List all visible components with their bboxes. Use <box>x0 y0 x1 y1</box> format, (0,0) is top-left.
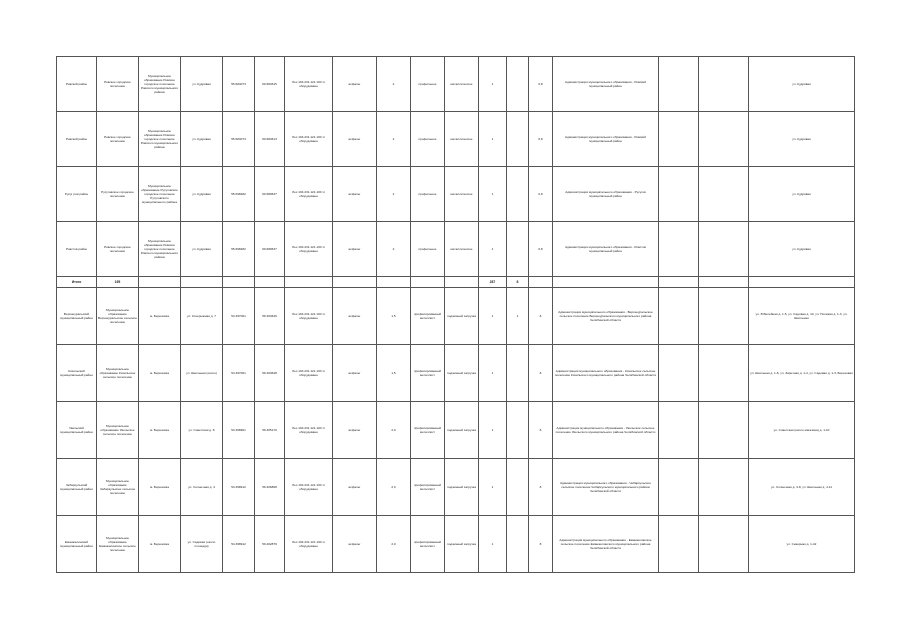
table-cell: ул. Советская (около магазина) д. 1-10 <box>749 402 855 459</box>
table-row <box>57 222 855 277</box>
table-cell: Лес.194.231.121.100 ч/оборудованн <box>285 288 333 345</box>
table-cell: 60.689637 <box>255 222 285 277</box>
table-cell: Лес.194.231.121.100 ч/оборудованн <box>285 459 333 516</box>
table-cell: Муниципальное образование Увельское сельское поселение <box>97 402 139 459</box>
table-cell: 60.684615 <box>255 57 285 112</box>
table-cell: Муниципальное образование Ровское городское поселение Ровского муниципального района <box>139 57 181 112</box>
table-cell: 2 <box>377 167 411 222</box>
table-cell <box>223 277 255 288</box>
table-cell <box>255 277 285 288</box>
table-cell: Муниципальное образование Чебаркульское сельское поселение <box>97 459 139 516</box>
table-cell: м. Березовка <box>139 516 181 573</box>
table-cell: 0,8 <box>529 167 553 222</box>
table-cell: 54.398912 <box>223 459 255 516</box>
table-cell: ул. Кудрявая <box>181 57 223 112</box>
table-cell: Кизильский муниципальный район <box>57 345 97 402</box>
table-cell <box>507 459 529 516</box>
table-cell: Администрация муниципального образования - Ровский муниципальный район <box>553 57 659 112</box>
table-cell: Администрация муниципального образования - Увельское сельское поселение Увельского муниципального района Челябинской области <box>553 402 659 459</box>
table-cell <box>699 222 749 277</box>
table-cell: Администрация муниципального образования - Ровстов муниципальный район <box>553 222 659 277</box>
table-cell: ул. Советская д. 8 <box>181 402 223 459</box>
table-cell: 1 <box>479 167 507 222</box>
table-cell <box>553 277 659 288</box>
table-cell: Ровский район <box>57 57 97 112</box>
table-cell <box>659 345 699 402</box>
table-cell <box>699 402 749 459</box>
table-cell: 287 <box>479 277 507 288</box>
table-cell: 1 <box>507 288 529 345</box>
table-cell: Еманжелинский муниципальный район <box>57 516 97 573</box>
table-cell: м. Березовка <box>139 459 181 516</box>
table-cell: ул. Кудрявая <box>749 57 855 112</box>
table-cell: профилированный металлист <box>411 345 445 402</box>
table-cell: Муниципальное образование Русуговское городское поселение Русуговского муниципального района <box>139 167 181 222</box>
table-cell: асфальт <box>333 516 377 573</box>
table-cell <box>507 516 529 573</box>
table-cell <box>659 167 699 222</box>
table-cell: асфальт <box>333 345 377 402</box>
table-row <box>57 57 855 112</box>
table-cell: 60.689637 <box>255 167 285 222</box>
table-cell: 2,0 <box>377 459 411 516</box>
table-cell: асфальт <box>333 288 377 345</box>
table-cell: ул. Солнечная д. 4 <box>181 459 223 516</box>
table-cell: 59.403648 <box>255 345 285 402</box>
table-cell: ул. Кудрявая <box>749 167 855 222</box>
table-cell: 59.406868 <box>255 459 285 516</box>
table-cell: ул. Кудрявая <box>749 112 855 167</box>
table-cell: Лес.194.231.121.100 ч/оборудованн <box>285 402 333 459</box>
table-cell <box>659 57 699 112</box>
table-cell <box>749 277 855 288</box>
document-sheet <box>56 56 854 573</box>
table-cell: Муниципальное образование Ровское городское поселение Ровского муниципального района <box>139 222 181 277</box>
table-cell: Чебаркульский муниципальный район <box>57 459 97 516</box>
table-cell: Администрация муниципального образования - Ровский муниципальный район <box>553 112 659 167</box>
table-cell <box>139 277 181 288</box>
registry-table <box>56 56 855 573</box>
table-cell: 59.402879 <box>255 516 285 573</box>
table-cell: м. Березовка <box>139 402 181 459</box>
table-cell <box>659 459 699 516</box>
table-cell: 59.403649 <box>255 288 285 345</box>
table-cell: 195 <box>97 277 139 288</box>
table-cell: Лес.194.231.121.100 ч/оборудованн <box>285 112 333 167</box>
table-cell: 8 <box>529 459 553 516</box>
table-cell: Ровское городское поселение <box>97 57 139 112</box>
table-cell: 0,8 <box>529 112 553 167</box>
table-row <box>57 345 855 402</box>
table-cell: ул. Кудрявая <box>181 222 223 277</box>
table-cell: подземный загрузка <box>445 345 479 402</box>
table-cell <box>285 277 333 288</box>
table-cell: профильное <box>411 222 445 277</box>
table-row <box>57 167 855 222</box>
table-cell: 1 <box>479 402 507 459</box>
table-cell: подземный загрузка <box>445 516 479 573</box>
table-cell <box>445 277 479 288</box>
table-cell: Русуг ров район <box>57 167 97 222</box>
table-cell: Администрация муниципального образования - Верхнеуральское сельское поселение Верхнеуральского муниципального района Челябинской области <box>553 288 659 345</box>
table-cell: 2,0 <box>377 516 411 573</box>
table-cell: профилированный металлист <box>411 516 445 573</box>
table-cell <box>699 459 749 516</box>
table-cell: подземный загрузка <box>445 459 479 516</box>
table-cell: ул. Садовая (около площади) <box>181 516 223 573</box>
table-cell <box>659 112 699 167</box>
table-cell: Муниципальное образование Ровское городское поселение Ровского муниципального района <box>139 112 181 167</box>
table-cell <box>507 57 529 112</box>
table-cell <box>659 222 699 277</box>
table-cell: профилированный металлист <box>411 402 445 459</box>
table-cell <box>699 288 749 345</box>
table-cell: 8 <box>507 277 529 288</box>
table-cell <box>699 516 749 573</box>
table-cell: ул. Кудрявая <box>181 112 223 167</box>
table-cell: м. Березовка <box>139 288 181 345</box>
table-cell: 8 <box>529 516 553 573</box>
table-cell <box>507 167 529 222</box>
table-cell: асфальт <box>333 112 377 167</box>
table-cell: металлическое <box>445 167 479 222</box>
table-cell: 1,5 <box>377 288 411 345</box>
table-cell: 60.684613 <box>255 112 285 167</box>
total-row <box>57 277 855 288</box>
table-cell: профилированный металлист <box>411 459 445 516</box>
table-cell: ул. Школьная (около) <box>181 345 223 402</box>
table-cell <box>181 277 223 288</box>
table-cell: 54.397001 <box>223 345 255 402</box>
table-cell: подземный загрузка <box>445 288 479 345</box>
table-cell <box>659 516 699 573</box>
table-cell: асфальт <box>333 459 377 516</box>
table-cell: профильное <box>411 167 445 222</box>
table-cell <box>507 402 529 459</box>
table-cell: 2 <box>377 57 411 112</box>
table-cell: Администрация муниципального образования - Еманжелинское сельское поселение Еманжелинского муниципального района Челябинской области <box>553 516 659 573</box>
table-cell: Лес.194.231.121.100 ч/оборудованн <box>285 167 333 222</box>
table-cell: 54.398901 <box>223 402 255 459</box>
table-cell: Ровстов район <box>57 222 97 277</box>
table-cell: 1 <box>479 345 507 402</box>
table-cell <box>333 277 377 288</box>
table-cell: металлическое <box>445 112 479 167</box>
table-cell <box>699 112 749 167</box>
table-cell: 54.397001 <box>223 288 255 345</box>
table-cell: Муниципальное образование Еманжелинское сельское поселение <box>97 516 139 573</box>
table-cell: 8 <box>529 345 553 402</box>
table-cell: Русуговское городское поселение <box>97 167 139 222</box>
table-cell: 55.698282 <box>223 167 255 222</box>
table-cell: профилированный металлист <box>411 288 445 345</box>
table-cell: 1 <box>479 57 507 112</box>
table-cell: асфальт <box>333 222 377 277</box>
table-cell: Ровское городское поселение <box>97 222 139 277</box>
table-cell: Администрация муниципального образования - Кизильское сельское поселение Кизильского муниципального района Челябинской области <box>553 345 659 402</box>
table-cell: 1 <box>479 112 507 167</box>
table-cell: профильное <box>411 57 445 112</box>
table-cell: асфальт <box>333 167 377 222</box>
table-cell: профильное <box>411 112 445 167</box>
table-cell <box>699 57 749 112</box>
table-cell: 1 <box>479 222 507 277</box>
table-cell <box>699 167 749 222</box>
table-cell: 1 <box>479 459 507 516</box>
table-cell: Итого <box>57 277 97 288</box>
table-cell <box>659 277 699 288</box>
table-row <box>57 288 855 345</box>
table-cell: подземный загрузка <box>445 402 479 459</box>
table-cell: 2 <box>377 112 411 167</box>
table-cell: ул. Северная д. 1-42 <box>749 516 855 573</box>
table-cell: Увельский муниципальный район <box>57 402 97 459</box>
table-cell: 1 <box>479 288 507 345</box>
table-cell <box>411 277 445 288</box>
table-cell: Ровское городское поселение <box>97 112 139 167</box>
table-cell <box>507 222 529 277</box>
table-cell: металлическое <box>445 57 479 112</box>
table-cell: 8 <box>529 402 553 459</box>
table-cell: Лес.194.231.121.100 ч/оборудованн <box>285 345 333 402</box>
table-row <box>57 402 855 459</box>
table-cell <box>507 112 529 167</box>
table-cell <box>377 277 411 288</box>
table-cell: 54.398912 <box>223 516 255 573</box>
table-cell: Лес.194.231.121.100 ч/оборудованн <box>285 57 333 112</box>
table-cell: 1,5 <box>377 345 411 402</box>
table-cell: Муниципальное образование Верхнеуральское сельское поселение <box>97 288 139 345</box>
table-body <box>57 57 855 573</box>
table-cell: ул. Школьная д. 1-8, ул. Заречная д. 1-4, ул. Садовая д. 1-3, Березовая <box>749 345 855 402</box>
table-cell: Ровский район <box>57 112 97 167</box>
table-cell: Муниципальное образование Кизильское сельское поселение <box>97 345 139 402</box>
table-row <box>57 516 855 573</box>
table-cell <box>659 288 699 345</box>
table-cell: 2,0 <box>377 402 411 459</box>
table-cell: металлическое <box>445 222 479 277</box>
table-cell: 0,8 <box>529 57 553 112</box>
table-cell <box>659 402 699 459</box>
table-cell: 0,8 <box>529 222 553 277</box>
table-row <box>57 459 855 516</box>
table-cell <box>699 277 749 288</box>
table-cell: 8 <box>529 288 553 345</box>
table-cell: ул. Солнечная д. 4-8, ул. Школьная д. 4-11 <box>749 459 855 516</box>
table-cell: Верхнеуральский муниципальный район <box>57 288 97 345</box>
table-cell: Лес.194.231.121.100 ч/оборудованн <box>285 516 333 573</box>
table-cell: Администрация муниципального образования - Чебаркульское сельское поселение Чебаркульского муниципального района Челябинской области <box>553 459 659 516</box>
table-cell: 59.405170 <box>255 402 285 459</box>
table-cell: ул. Юбилейная д. 1-5, ул. Садовая д. 10, ул. Полевая д. 1-3, ул. Школьная <box>749 288 855 345</box>
table-row <box>57 112 855 167</box>
table-cell: Администрация муниципального образования - Русугов муниципальный район <box>553 167 659 222</box>
table-cell: 55.698282 <box>223 222 255 277</box>
table-cell <box>529 277 553 288</box>
table-cell: м. Березовка <box>139 345 181 402</box>
table-cell: 2 <box>377 222 411 277</box>
table-cell <box>507 345 529 402</box>
table-cell: асфальт <box>333 402 377 459</box>
table-cell: ул. Кочерыжная д. 7 <box>181 288 223 345</box>
table-cell <box>699 345 749 402</box>
table-cell: Лес.194.231.121.100 ч/оборудованн <box>285 222 333 277</box>
table-cell: асфальт <box>333 57 377 112</box>
table-cell: ул. Кудрявая <box>749 222 855 277</box>
table-cell: 55.684073 <box>223 57 255 112</box>
table-cell: 55.684073 <box>223 112 255 167</box>
table-cell: 1 <box>479 516 507 573</box>
table-cell: ул. Кудрявая <box>181 167 223 222</box>
